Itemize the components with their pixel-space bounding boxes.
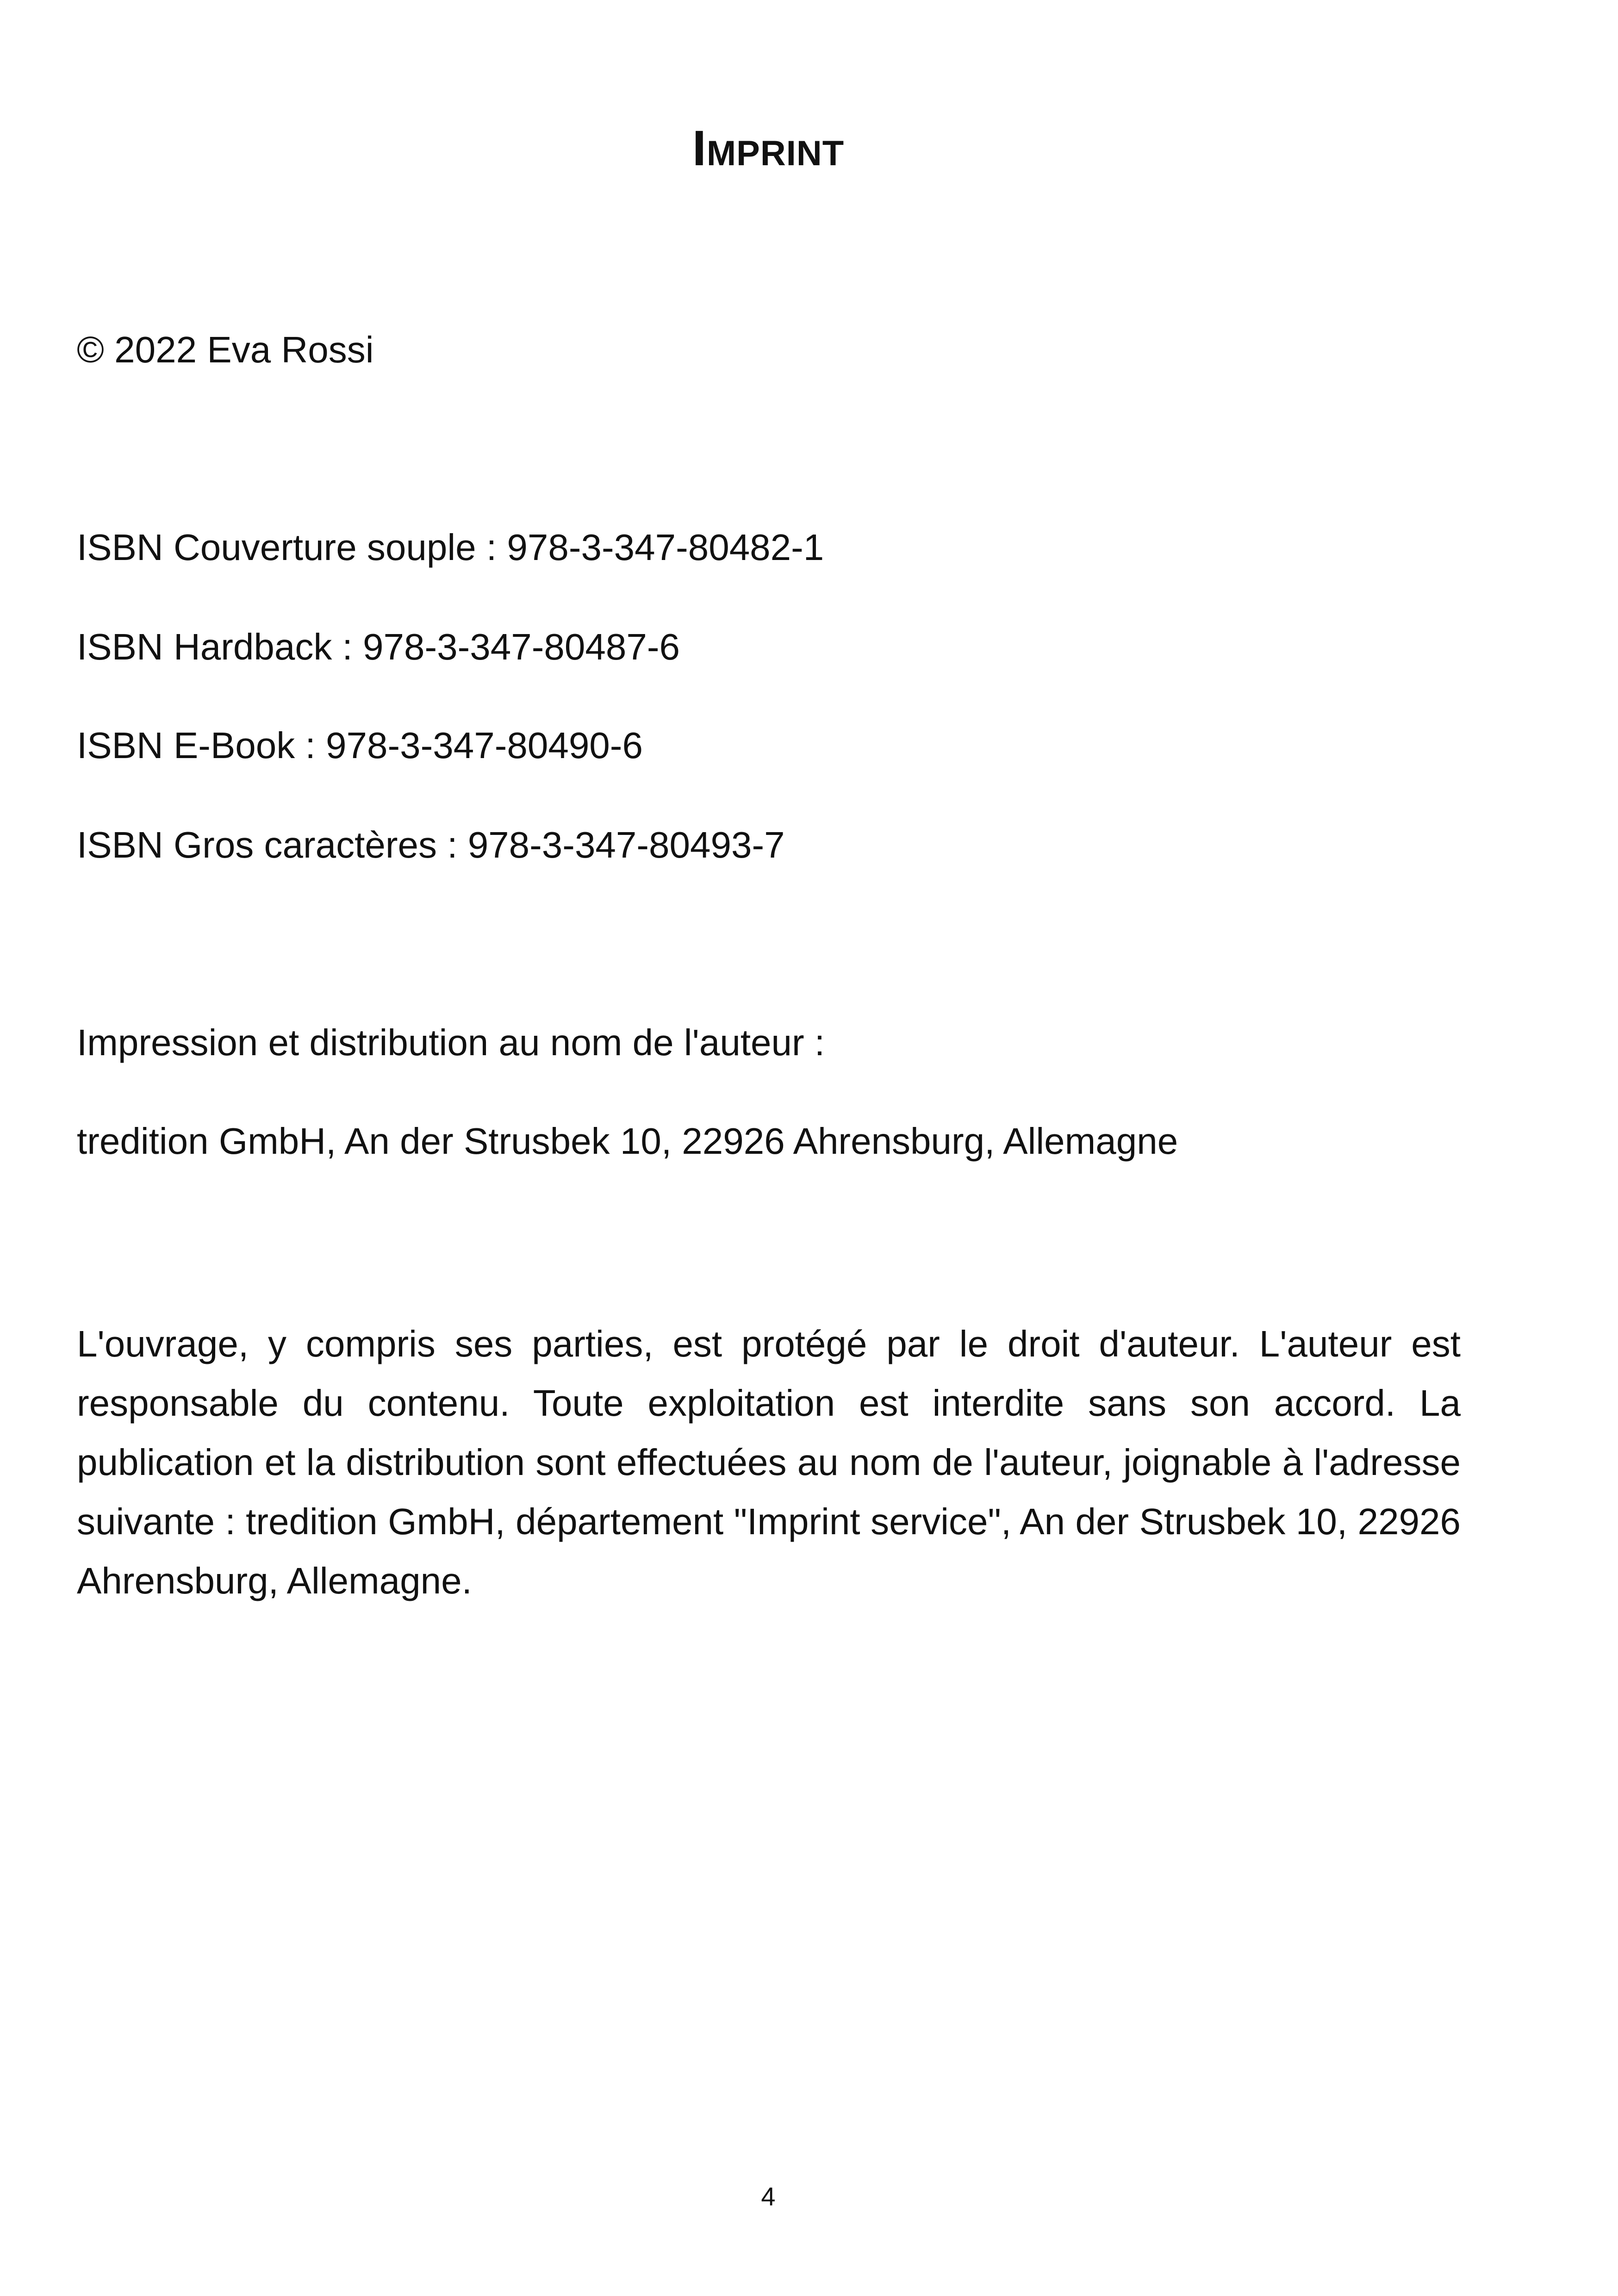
isbn-ebook-line: ISBN E-Book : 978-3-347-80490-6 bbox=[77, 725, 643, 766]
publisher-address: tredition GmbH, An der Strusbek 10, 22926 Ahrensburg, Allemagne bbox=[77, 1120, 1178, 1162]
page-title: Imprint bbox=[692, 120, 845, 176]
page-number: 4 bbox=[761, 2182, 776, 2211]
legal-paragraph: L'ouvrage, y compris ses parties, est protégé par le droit d'auteur. L'auteur est responsable du contenu. Toute exploitation est interdite sans son accord. La publication et la distribution sont effectuées au nom de l'auteur, joignable à l'adresse suivante : tredition GmbH, département "Imprint service", An der Strusbek 10, 22926 Ahrensburg, Allemagne. bbox=[77, 1323, 1461, 1601]
printing-label: Impression et distribution au nom de l'auteur : bbox=[77, 1022, 825, 1063]
isbn-hardback-line: ISBN Hardback : 978-3-347-80487-6 bbox=[77, 626, 680, 667]
isbn-large-print-line: ISBN Gros caractères : 978-3-347-80493-7 bbox=[77, 824, 785, 865]
copyright-line: © 2022 Eva Rossi bbox=[77, 329, 374, 370]
isbn-softcover-line: ISBN Couverture souple : 978-3-347-80482-1 bbox=[77, 527, 824, 568]
